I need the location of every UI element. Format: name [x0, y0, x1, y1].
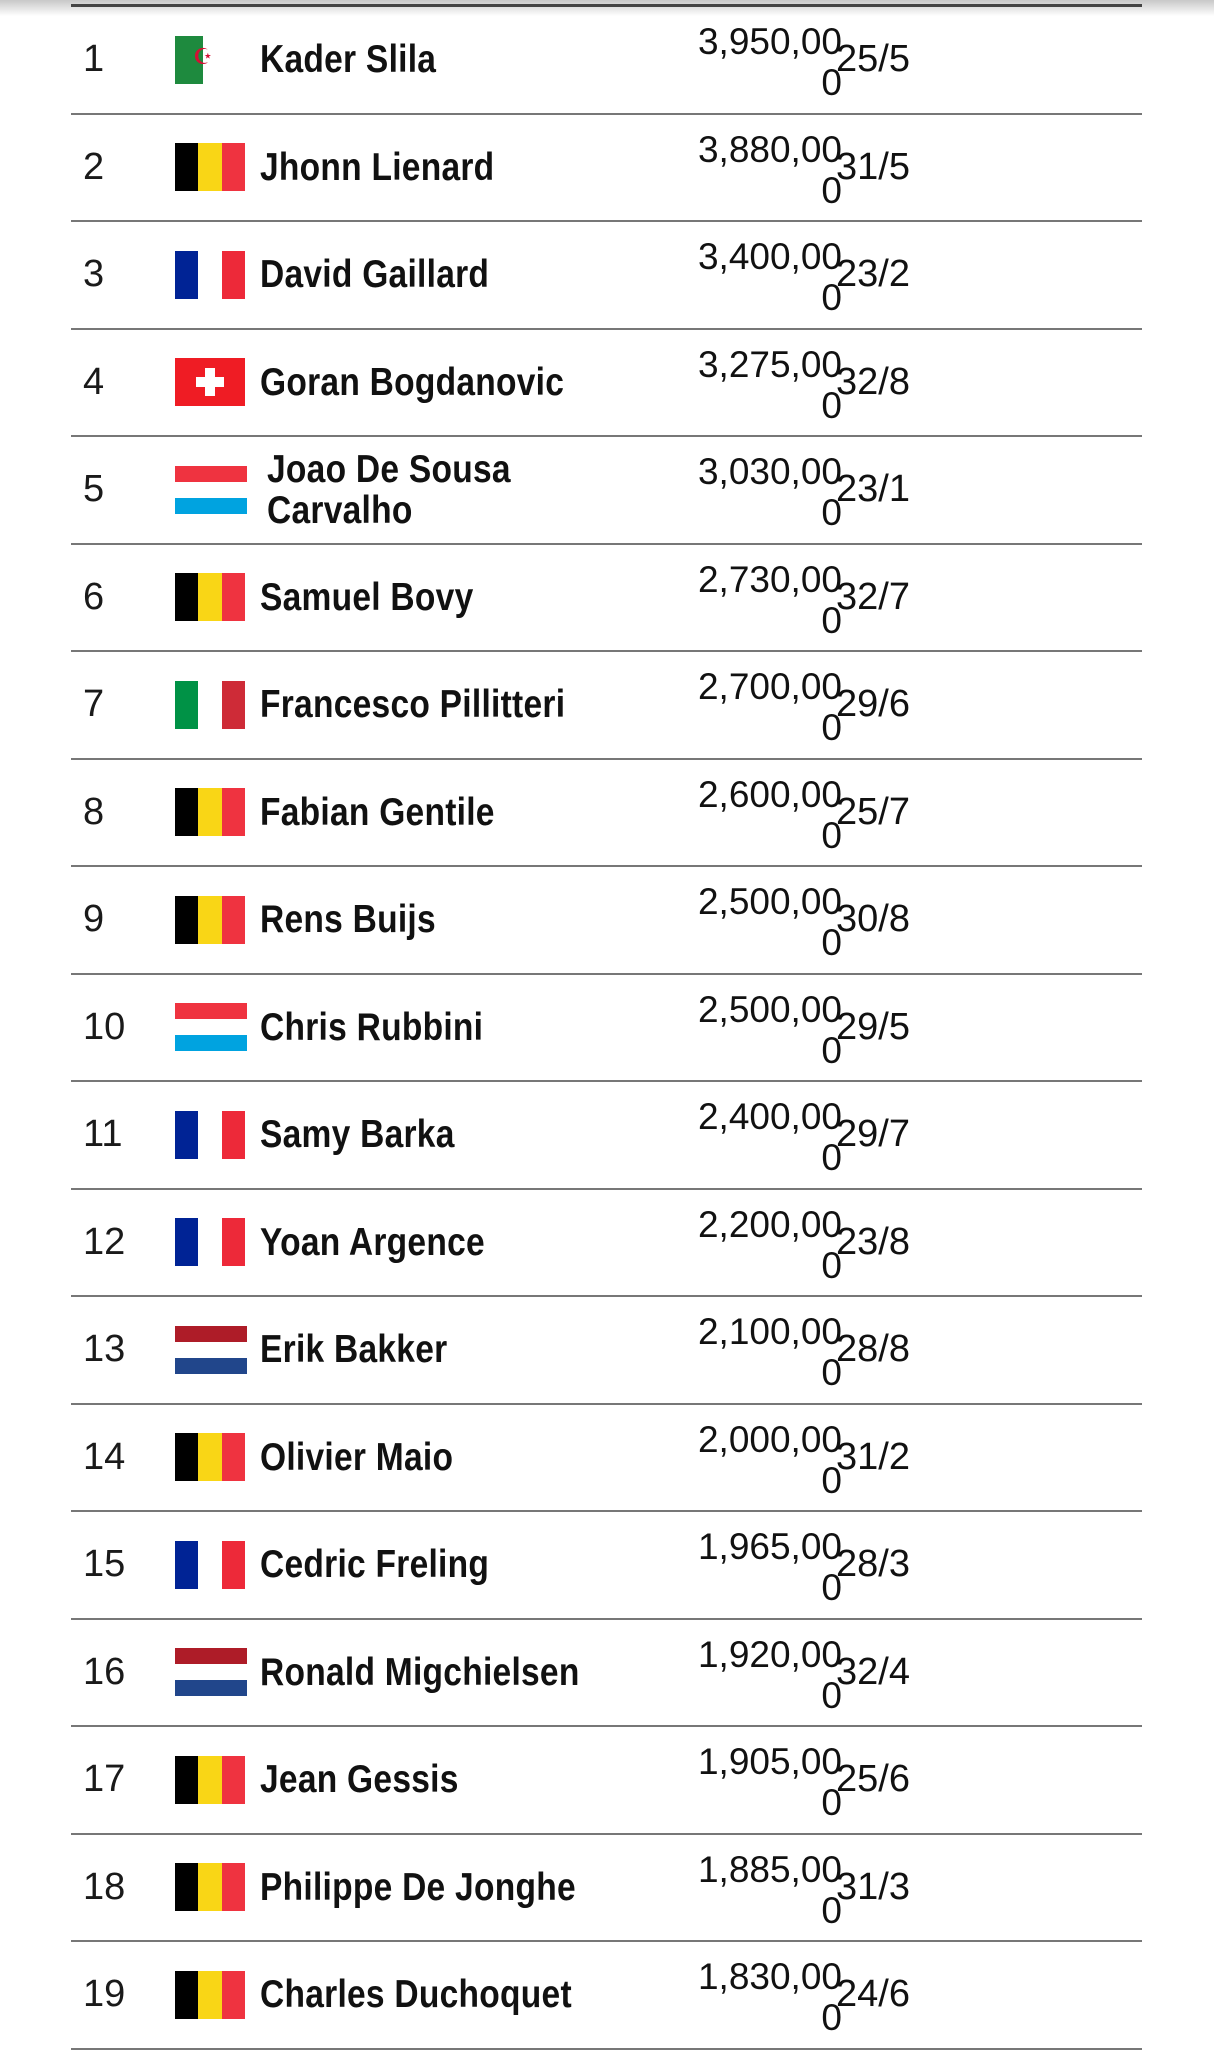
ratio-cell: 32/7 [836, 575, 910, 618]
player-name: Samy Barka [260, 1113, 455, 1157]
france-flag [175, 1541, 245, 1589]
amount-line-2: 0 [821, 62, 842, 103]
amount-cell [611, 344, 842, 426]
amount-line-2: 0 [821, 922, 842, 963]
amount-cell [611, 1849, 842, 1931]
amount-line-1: 2,600,00 [697, 773, 842, 815]
belgium-flag [175, 896, 245, 944]
table-row[interactable] [71, 1727, 1142, 1835]
player-name: Jean Gessis [260, 1758, 459, 1802]
player-name: Goran Bogdanovic [260, 360, 565, 404]
table-row[interactable] [71, 1942, 1142, 2050]
player-name: Cedric Freling [260, 1543, 490, 1587]
amount-cell [611, 21, 842, 103]
amount-line-1: 2,200,00 [697, 1203, 842, 1245]
amount-line-2: 0 [821, 169, 842, 211]
player-name: David Gaillard [260, 253, 490, 297]
amount-line-2: 0 [821, 1459, 842, 1501]
player-name: Fabian Gentile [260, 790, 495, 834]
table-row[interactable] [71, 652, 1142, 760]
amount-cell [611, 989, 842, 1071]
belgium-flag [175, 1756, 245, 1804]
amount-line-2: 0 [821, 1567, 842, 1608]
ratio-cell: 29/6 [836, 683, 910, 726]
amount-cell [611, 1204, 842, 1286]
ratio-cell: 31/3 [836, 1865, 910, 1908]
table-row[interactable] [71, 1297, 1142, 1405]
belgium-flag [175, 143, 245, 191]
amount-cell [611, 881, 842, 963]
belgium-flag [175, 1971, 245, 2019]
player-name: Chris Rubbini [260, 1005, 484, 1049]
ratio-cell: 25/6 [836, 1758, 910, 1801]
rank-cell: 14 [83, 1435, 126, 1478]
amount-line-1: 1,885,00 [697, 1848, 842, 1890]
rank-cell: 9 [83, 898, 105, 941]
rank-cell: 17 [83, 1758, 126, 1801]
rank-cell: 8 [83, 790, 105, 833]
amount-line-2: 0 [821, 277, 842, 318]
amount-line-1: 3,400,00 [697, 236, 842, 277]
switzerland-flag [175, 358, 245, 406]
amount-cell [611, 1956, 842, 2038]
belgium-flag [175, 1433, 245, 1481]
rank-cell: 1 [83, 38, 105, 81]
rank-cell: 4 [83, 360, 105, 403]
player-name: Jhonn Lienard [260, 145, 495, 189]
amount-cell [611, 1634, 842, 1716]
ratio-cell: 24/6 [836, 1973, 910, 2016]
amount-cell [611, 1419, 842, 1501]
amount-line-1: 2,100,00 [697, 1311, 842, 1352]
table-row[interactable] [71, 1082, 1142, 1190]
amount-cell [611, 559, 842, 641]
amount-line-2: 0 [821, 492, 842, 533]
belgium-flag [175, 788, 245, 836]
netherlands-flag [175, 1648, 247, 1696]
table-row[interactable] [71, 760, 1142, 868]
table-row[interactable] [71, 1405, 1142, 1513]
ratio-cell: 23/2 [836, 253, 910, 296]
luxembourg-flag [175, 1003, 247, 1051]
ratio-cell: 32/8 [836, 360, 910, 403]
amount-line-1: 2,730,00 [697, 558, 842, 600]
amount-cell [611, 129, 842, 211]
amount-line-1: 2,000,00 [697, 1418, 842, 1460]
player-name: Joao De Sousa Carvalho [267, 447, 511, 532]
table-row[interactable] [71, 222, 1142, 330]
amount-cell [611, 236, 842, 318]
player-name: Kader Slila [260, 38, 437, 82]
ratio-cell: 29/7 [836, 1113, 910, 1156]
algeria-flag [175, 36, 231, 84]
rank-cell: 13 [83, 1328, 126, 1371]
france-flag [175, 1218, 245, 1266]
amount-line-1: 3,275,00 [697, 343, 842, 385]
rank-cell: 11 [83, 1113, 123, 1156]
ratio-cell: 28/8 [836, 1328, 910, 1371]
amount-line-1: 1,830,00 [697, 1956, 842, 1997]
amount-line-2: 0 [821, 1352, 842, 1393]
table-row[interactable] [71, 7, 1142, 115]
amount-cell [611, 666, 842, 748]
rank-cell: 15 [83, 1543, 126, 1586]
table-row[interactable] [71, 437, 1142, 545]
amount-line-1: 3,950,00 [697, 21, 842, 62]
netherlands-flag [175, 1326, 247, 1374]
amount-line-2: 0 [821, 599, 842, 641]
amount-line-2: 0 [821, 384, 842, 426]
table-row[interactable] [71, 115, 1142, 223]
table-row[interactable] [71, 330, 1142, 438]
amount-cell [611, 1096, 842, 1178]
player-name: Samuel Bovy [260, 575, 474, 619]
rank-cell: 12 [83, 1220, 126, 1263]
ranking-table [71, 4, 1142, 2050]
table-row[interactable] [71, 545, 1142, 653]
luxembourg-flag [175, 466, 247, 514]
rank-cell: 19 [83, 1973, 126, 2016]
belgium-flag [175, 1863, 245, 1911]
ratio-cell: 32/4 [836, 1650, 910, 1693]
amount-line-1: 2,400,00 [697, 1096, 842, 1137]
amount-line-1: 2,500,00 [697, 988, 842, 1030]
amount-line-2: 0 [821, 1244, 842, 1286]
amount-line-2: 0 [821, 707, 842, 748]
amount-line-2: 0 [821, 1997, 842, 2038]
italy-flag [175, 681, 245, 729]
player-name: Philippe De Jonghe [260, 1865, 576, 1909]
ratio-cell: 30/8 [836, 898, 910, 941]
amount-cell [611, 774, 842, 856]
amount-line-2: 0 [821, 1029, 842, 1071]
amount-cell [611, 451, 842, 533]
player-name: Yoan Argence [260, 1220, 485, 1264]
rank-cell: 6 [83, 575, 105, 618]
amount-cell [611, 1311, 842, 1393]
ratio-cell: 29/5 [836, 1005, 910, 1048]
amount-line-1: 1,905,00 [697, 1741, 842, 1782]
rank-cell: 5 [83, 468, 105, 511]
amount-line-2: 0 [821, 814, 842, 856]
player-name: Olivier Maio [260, 1435, 454, 1479]
amount-line-2: 0 [821, 1674, 842, 1716]
ratio-cell: 31/2 [836, 1435, 910, 1478]
table-row[interactable] [71, 1835, 1142, 1943]
ratio-cell: 23/1 [836, 468, 910, 511]
amount-cell [611, 1741, 842, 1823]
player-name: Francesco Pillitteri [260, 683, 566, 727]
rank-cell: 3 [83, 253, 105, 296]
amount-line-2: 0 [821, 1137, 842, 1178]
player-name: Ronald Migchielsen [260, 1650, 580, 1694]
table-row[interactable] [71, 867, 1142, 975]
amount-line-1: 1,920,00 [697, 1633, 842, 1675]
rank-cell: 2 [83, 145, 105, 188]
player-name: Erik Bakker [260, 1328, 448, 1372]
rank-cell: 18 [83, 1865, 126, 1908]
amount-line-1: 1,965,00 [697, 1526, 842, 1567]
player-name: Charles Duchoquet [260, 1973, 572, 2017]
ratio-cell: 23/8 [836, 1220, 910, 1263]
france-flag [175, 251, 245, 299]
france-flag [175, 1111, 245, 1159]
amount-line-1: 2,500,00 [697, 881, 842, 922]
amount-line-1: 2,700,00 [697, 666, 842, 707]
ratio-cell: 25/7 [836, 790, 910, 833]
table-row[interactable] [71, 1620, 1142, 1728]
amount-line-1: 3,880,00 [697, 128, 842, 170]
ratio-cell: 28/3 [836, 1543, 910, 1586]
ratio-cell: 31/5 [836, 145, 910, 188]
rank-cell: 16 [83, 1650, 126, 1693]
belgium-flag [175, 573, 245, 621]
amount-line-2: 0 [821, 1889, 842, 1931]
table-row[interactable] [71, 1190, 1142, 1298]
amount-line-2: 0 [821, 1782, 842, 1823]
ratio-cell: 25/5 [836, 38, 910, 81]
table-row[interactable] [71, 1512, 1142, 1620]
rank-cell: 7 [83, 683, 105, 726]
rank-cell: 10 [83, 1005, 126, 1048]
table-row[interactable] [71, 975, 1142, 1083]
amount-line-1: 3,030,00 [697, 451, 842, 492]
player-name: Rens Buijs [260, 898, 436, 942]
amount-cell [611, 1526, 842, 1608]
